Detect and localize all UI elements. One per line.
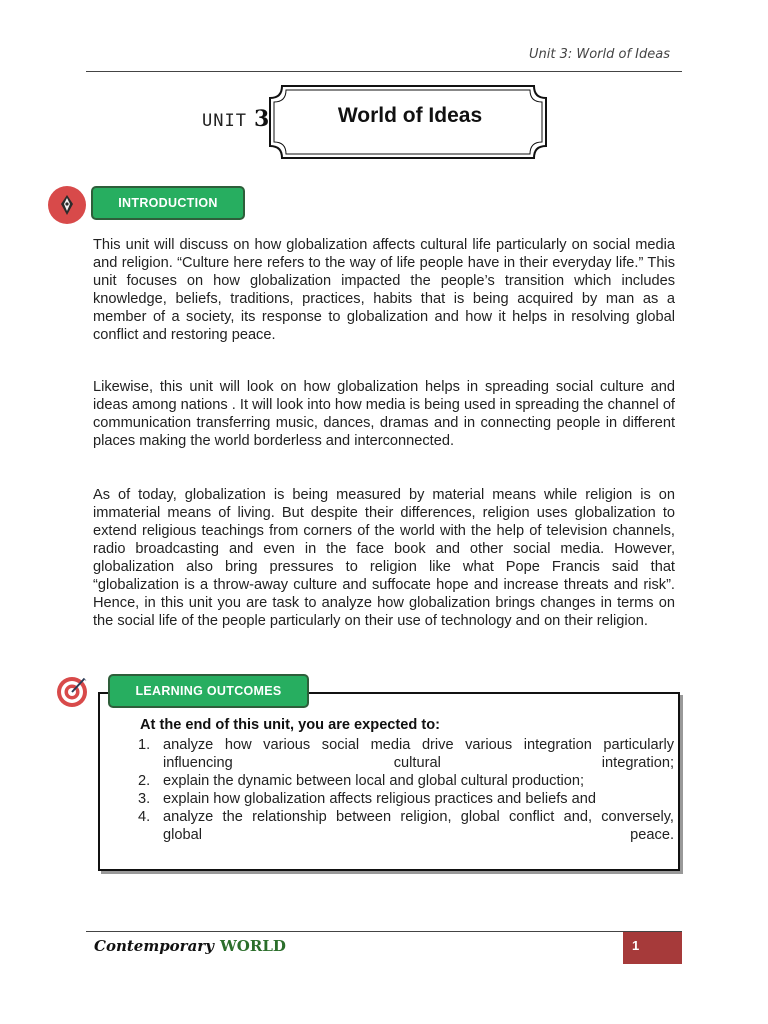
unit-label: UNIT <box>202 111 247 131</box>
outcome-item <box>138 790 674 808</box>
outcome-item <box>138 772 674 790</box>
outcome-number: 2. <box>138 773 151 789</box>
outcome-text: analyze how various social media drive various integration particularly influencing cultural integration; <box>163 737 674 771</box>
intro-paragraph-3: As of today, globalization is being measured by material means while religion is on immaterial means of living. But despite their differences, religion uses globalization to extend religious teachings from corners of the world with the help of television channels, radio broadcasting and even in the face book and other social media. However, globalization also bring pressures to religion like what Pope Francis said that “globalization is a throw-away culture and suffocate hope and increase threats and risk”. Hence, in this unit you are task to analyze how globalization brings changes in terms on the social life of the people particularly on their use of technology and on their religion. <box>93 487 675 629</box>
brand-word: WORLD <box>219 937 286 955</box>
target-icon <box>56 674 90 708</box>
outcome-number: 3. <box>138 791 151 807</box>
footer-rule <box>86 931 682 932</box>
running-header: Unit 3: World of Ideas <box>528 47 670 62</box>
outcome-item <box>138 808 674 844</box>
outcomes-lead: At the end of this unit, you are expected to: <box>140 717 441 733</box>
header-rule <box>86 71 682 72</box>
intro-paragraph-2: Likewise, this unit will look on how globalization helps in spreading social culture and ideas among nations . It will look into how media is being used in spreading the channel of communication transferring music, dances, dramas and in connecting people in different places making the world borderless and interconnected. <box>93 379 675 449</box>
outcomes-list <box>138 736 674 844</box>
outcome-text: explain how globalization affects religious practices and beliefs and <box>163 791 596 807</box>
unit-title: World of Ideas <box>337 104 483 127</box>
outcome-text: explain the dynamic between local and global cultural production; <box>163 773 585 789</box>
brand-script: Contemporary <box>94 937 214 955</box>
outcome-item <box>138 736 674 772</box>
learning-outcomes-heading: LEARNING OUTCOMES <box>108 674 309 708</box>
page-number: 1 <box>632 938 640 953</box>
intro-paragraph-1: This unit will discuss on how globalization affects cultural life particularly on social media and religion. “Culture here refers to the way of life people have in their everyday life.” This unit focuses on how globalization impacted the people’s transition which includes knowledge, beliefs, traditions, practices, habits that is being acquired by man as a member of a society, its response to globalization and how it helps in resolving global conflict and restoring peace. <box>93 237 675 343</box>
unit-number: 3 <box>254 106 270 132</box>
footer-brand <box>94 937 286 955</box>
page-number-box <box>623 932 682 964</box>
outcome-text: analyze the relationship between religion, global conflict and, conversely, global peace. <box>163 809 674 843</box>
outcome-number: 1. <box>138 737 151 753</box>
introduction-heading: INTRODUCTION <box>91 186 245 220</box>
pen-nib-icon <box>48 186 86 224</box>
outcome-number: 4. <box>138 809 151 825</box>
